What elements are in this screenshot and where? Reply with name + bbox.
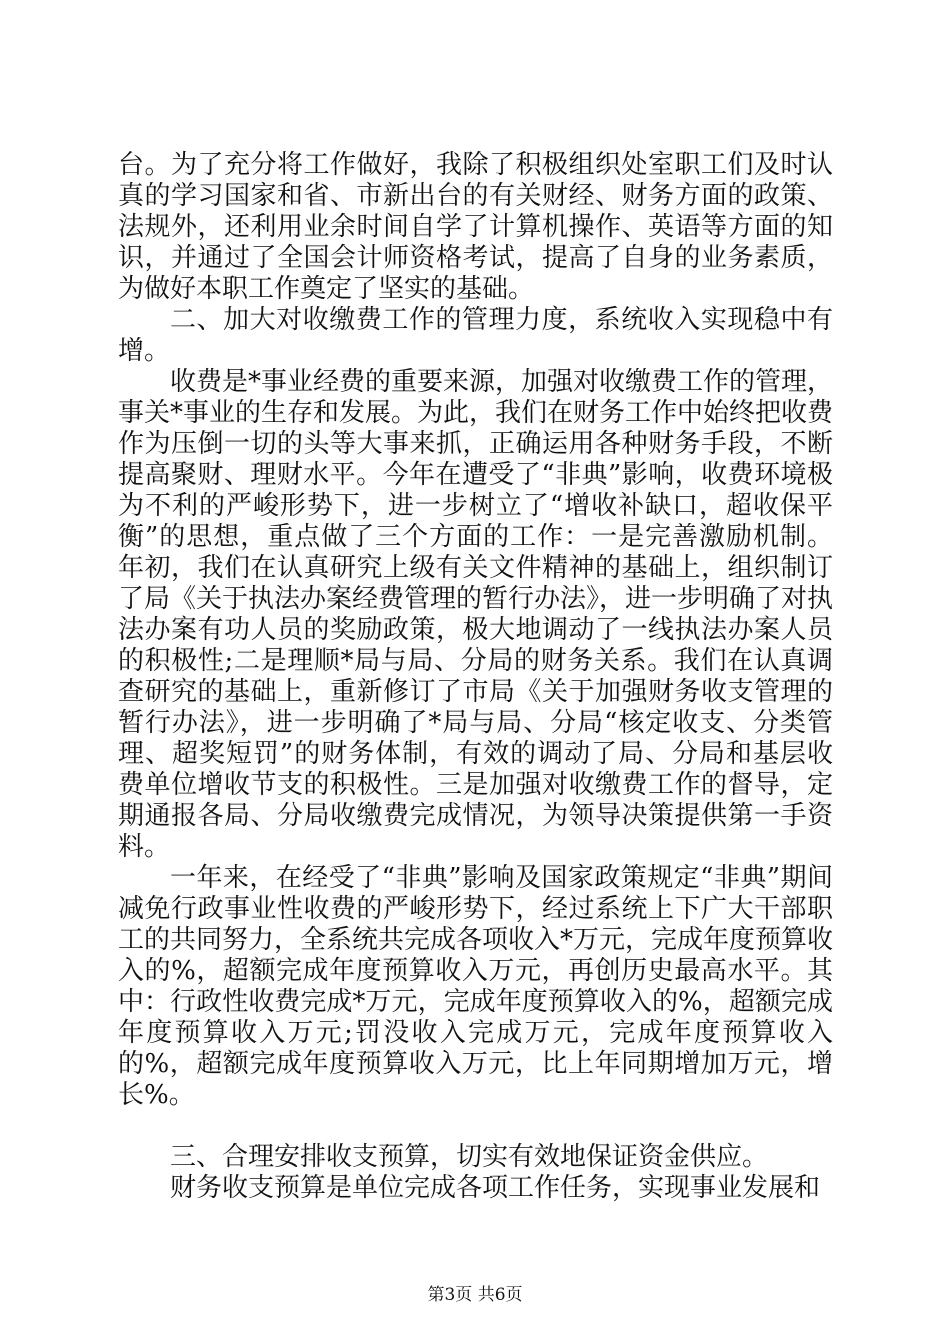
paragraph-annual-income: 一年来，在经受了“非典”影响及国家政策规定“非典”期间减免行政事业性收费的严峻形势下，经过系统上下广大干部职工的共同努力，全系统共完成各项收入*万元，完成年度预算收入的%，超额完成年度预算收入万元，再创历史最高水平。其中：行政性收费完成*万元，完成年度预算收入的%，超额完成年度预算收入万元;罚没收入完成万元，完成年度预算收入的%，超额完成年度预算收入万元，比上年同期增加万元，增长%。 xyxy=(118,863,834,1110)
document-body xyxy=(118,150,833,1204)
paragraph-budget: 财务收支预算是单位完成各项工作任务，实现事业发展和 xyxy=(170,1173,821,1203)
paragraph-spacer xyxy=(118,1111,833,1142)
paragraph-continuation: 台。为了充分将工作做好，我除了积极组织处室职工们及时认真的学习国家和省、市新出台的有关财经、财务方面的政策、法规外，还利用业余时间自学了计算机操作、英语等方面的知识，并通过了全国会计师资格考试，提高了自身的业务素质，为做好本职工作奠定了坚实的基础。 xyxy=(118,150,833,304)
section-heading-2: 二、加大对收缴费工作的管理力度，系统收入实现稳中有增。 xyxy=(118,305,833,366)
section-heading-3: 三、合理安排收支预算，切实有效地保证资金供应。 xyxy=(170,1142,769,1172)
page-number-footer: 第3页 共6页 xyxy=(427,1285,523,1305)
paragraph-fee-management: 收费是*事业经费的重要来源，加强对收缴费工作的管理，事关*事业的生存和发展。为此，我们在财务工作中始终把收费作为压倒一切的头等大事来抓，正确运用各种财务手段，不断提高聚财、理财水平。今年在遭受了“非典”影响，收费环境极为不利的严峻形势下，进一步树立了“增收补缺口，超收保平衡”的思想，重点做了三个方面的工作：一是完善激励机制。年初，我们在认真研究上级有关文件精神的基础上，组织制订了局《关于执法办案经费管理的暂行办法》，进一步明确了对执法办案有功人员的奖励政策，极大地调动了一线执法办案人员的积极性;二是理顺*局与局、分局的财务关系。我们在认真调查研究的基础上，重新修订了市局《关于加强财务收支管理的暂行办法》，进一步明确了*局与局、分局“核定收支、分类管理、超奖短罚”的财务体制，有效的调动了局、分局和基层收费单位增收节支的积极性。三是加强对收缴费工作的督导，定期通报各局、分局收缴费完成情况，为领导决策提供第一手资料。 xyxy=(118,367,834,862)
